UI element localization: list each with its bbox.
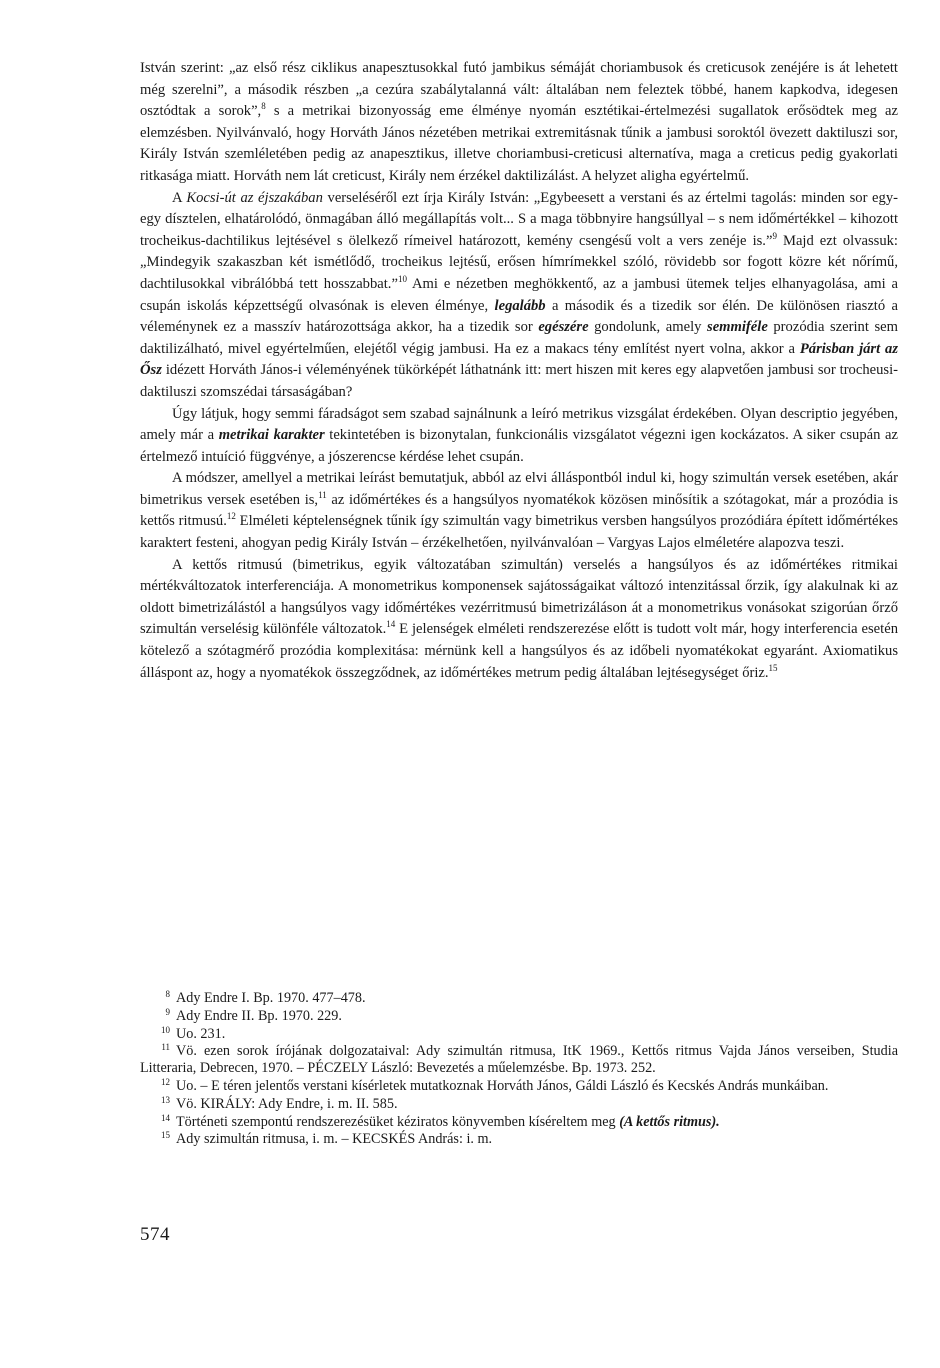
footnote: $^{12}$ Uo. – E téren jelentős verstani kísérletek mutatkoznak Horváth János, Gáldi László és Kecskés András munkáiban. bbox=[161, 1076, 829, 1094]
text-run: Úgy látjuk, hogy semmi fáradságot sem szabad sajnálnunk a leíró metrikus vizsgálat érdekében. Olyan descriptio jegyében, amely már a bbox=[140, 405, 898, 444]
text-run: Ami e nézetben meghökkentő, az a jambusi ütemek teljes elhanyagolása, ami a csupán iskolás képzettségű olvasónak is eleven élménye, bbox=[140, 275, 899, 314]
text-run: Majd ezt olvassuk: „Mindegyik szakaszban két ismétlődő, trocheikus lejtésű, erősen hímrímekkel szóló, rövidebb sor fogott közre két nőrímű, dachtilusokkal vibrálóbbá tett hosszabbat.” bbox=[140, 232, 898, 292]
emphasis: semmiféle bbox=[707, 319, 768, 336]
text-run: az időmértékes és a hangsúlyos nyomatékok közösen minősítik a szótagokat, már a prozódia is kettős ritmusú. bbox=[140, 491, 898, 530]
text-run: tekintetében is bizonytalan, funkcionális vizsgálatot végezni igen kockázatos. A siker csupán az értelmező intuíció függvénye, a jószerencse kérdése lehet csupán. bbox=[140, 427, 898, 465]
text-run: s a metrikai bizonyosság eme élménye nyomán esztétikai-értelmezési sugallatok erősödtek meg az elemzésben. Nyilvánvaló, hogy Horváth János nézetében metrikai extremitásnak tűnik a jambusi soroktól övezett daktiluszi sor, Király István szemléletében pedig az anapesztikus, illetve choriambusi-creticusi alternatíva, maga a creticus pedig gyakorlati ritkasága miatt. Horváth nem lát creticust, Király nem érzékel daktilizálást. A helyzet aligha egyértelmű. bbox=[140, 103, 898, 184]
footnote-ref: 14 bbox=[386, 619, 396, 630]
footnote: $^{15}$ Ady szimultán ritmusa, i. m. – KECSKÉS András: i. m. bbox=[161, 1130, 493, 1148]
footnote-text: Történeti szempontú rendszerezésüket kéziratos könyvemben kíséreltem meg bbox=[176, 1113, 620, 1130]
emphasis: legalább bbox=[494, 297, 546, 314]
paragraph bbox=[140, 468, 898, 554]
italic-title: Kocsi-út az éjszakában bbox=[186, 189, 323, 206]
emphasis: egészére bbox=[538, 319, 589, 336]
footnote-ref: 15 bbox=[768, 662, 778, 673]
footnote-ref: 11 bbox=[318, 489, 327, 500]
footnote: $^{10}$ Uo. 231. bbox=[161, 1024, 226, 1042]
text-run: István szerint: „az első rész ciklikus anapesztusokkal futó jambikus sémáját choriambusok és creticusok zenéjére is át lehetett még szerelni”, a második részben „a cezúra szabálytalanná vált: általában nem feleztek többé, hanem kapkodva, idegesen osztódtak a sorok”, bbox=[140, 60, 898, 120]
text-run: a második és a tizedik sor élén. De különösen riasztó a véleménynek ez a masszív határozottsága akkor, ha a tizedik sor bbox=[140, 297, 898, 336]
footnote-text: Ady Endre I. Bp. 1970. 477–478. bbox=[176, 990, 366, 1006]
paragraph bbox=[140, 58, 898, 188]
text-run: A módszer, amellyel a metrikai leírást bemutatjuk, abból az elvi álláspontból indul ki, hogy szimultán versek esetében, akár bimetrikus versek esetében is, bbox=[140, 470, 898, 508]
footnote-text: Uo. – E téren jelentős verstani kísérletek mutatkoznak Horváth János, Gáldi László és Kecskés András munkáiban. bbox=[176, 1077, 829, 1094]
text-run: gondolunk, amely bbox=[588, 319, 708, 336]
footnote-text: Vö. KIRÁLY: Ady Endre, i. m. II. 585. bbox=[176, 1095, 398, 1112]
footnote-ref: 8 bbox=[261, 101, 266, 112]
text-run: A bbox=[172, 189, 187, 206]
text-run: prozódia szerint sem daktilizálható, mivel egyértelműen, elejétől végig jambusi. Ha ez a makacs tény említést nyert volna, akkor a bbox=[140, 319, 898, 357]
footnote-ref: 10 bbox=[397, 273, 407, 284]
paragraph bbox=[140, 188, 898, 404]
emphasis: metrikai karakter bbox=[218, 427, 325, 444]
text-run: E jelenségek elméleti rendszerezése előtt is tudott volt már, hogy interferencia esetén kötelező a szótagmérő prozódia komplexitása: mérnünk kell a hangsúlyos és az időbeli nyomatékokat egyaránt. Axiomatikus álláspont az, hogy a nyomatékok összegződnek, az időmértékes metrum pedig általában lejtésegységet őriz. bbox=[140, 621, 898, 681]
text-run: Elméleti képtelenségnek tűnik így szimultán vagy bimetrikus versben hangsúlyos prozódiára épített időmértékes karaktert festeni, ahogyan pedig Király István – érzékelhetően, nyilvánvalóan – Vargyas Lajos elméletére alapozva teszi. bbox=[140, 513, 898, 552]
paragraph bbox=[140, 404, 898, 469]
footnote-ref: 9 bbox=[772, 230, 777, 241]
footnote-ref: 12 bbox=[226, 511, 236, 522]
text-run: A kettős ritmusú (bimetrikus, egyik változatában szimultán) verselés a hangsúlyos és az időmértékes ritmikai mértékváltozatok interferenciája. A monometrikus komponensek sajátosságaikat változó intenzitással őrzik, így alakulnak ki az oldott bimetrizálástól a hangsúlyos vagy időmértékes vezérritmusú bimetrizáláson át a monometrikus vonásokat szigorúan őrző szimultán verselésig különféle változatok. bbox=[140, 556, 898, 638]
footnote: $^9$ Ady Endre II. Bp. 1970. 229. bbox=[165, 1006, 342, 1024]
page-number: 574 bbox=[140, 1224, 170, 1245]
footnote: $^{11}$ Vö. ezen sorok írójának dolgozataival: Ady szimultán ritmusa, ItK 1969., Kettős ritmus Vajda János verseiben, Studia Litteraria, Debrecen, 1970. – PÉCZELY László: Bevezetés a műelemzésbe. Bp. 1973. 252. bbox=[140, 1042, 898, 1077]
footnote: $^8$ Ady Endre I. Bp. 1970. 477–478. bbox=[165, 989, 366, 1006]
text-run: idézett Horváth János-i véleményének tükörképét láthatnánk itt: mert hiszen mit keres egy alapvetően jambusi sor trocheusi-daktiluszi szomszédai társaságában? bbox=[140, 362, 898, 400]
emphasis: Párisban járt az Ősz bbox=[140, 340, 898, 379]
footnote: $^{14}$ Történeti szempontú rendszerezésüket kéziratos könyvemben kíséreltem meg (A kettős ritmus). bbox=[161, 1112, 720, 1130]
footnote-text: Ady szimultán ritmusa, i. m. – KECSKÉS András: i. m. bbox=[176, 1131, 493, 1148]
footnote-italic: (A kettős ritmus). bbox=[619, 1113, 720, 1130]
footnote-text: Uo. 231. bbox=[176, 1025, 226, 1042]
paragraph bbox=[140, 555, 898, 685]
footnote-text: Vö. ezen sorok írójának dolgozataival: Ady szimultán ritmusa, ItK 1969., Kettős ritmus Vajda János verseiben, Studia Litteraria, Debrecen, 1970. – PÉCZELY László: Bevezetés a műelemzésbe. Bp. 1973. 252. bbox=[140, 1043, 898, 1077]
text-run: verseléséről ezt írja Király István: „Egybeesett a verstani és az értelmi tagolás: minden sor egy-egy dísztelen, elhatárolódó, önmagában álló megállapítás volt... S a maga többnyire hangsúllyal – s nem időmértékkel – kihozott trocheikus-dachtilikus lejtésével s ölelkező rímeivel határozott, kemény csengésű volt a vers zenéje is.” bbox=[140, 189, 898, 249]
footnote-text: Ady Endre II. Bp. 1970. 229. bbox=[176, 1007, 342, 1024]
footnotes bbox=[140, 990, 898, 1149]
footnote: $^{13}$ Vö. KIRÁLY: Ady Endre, i. m. II. 585. bbox=[161, 1094, 398, 1112]
body-text bbox=[140, 58, 898, 684]
